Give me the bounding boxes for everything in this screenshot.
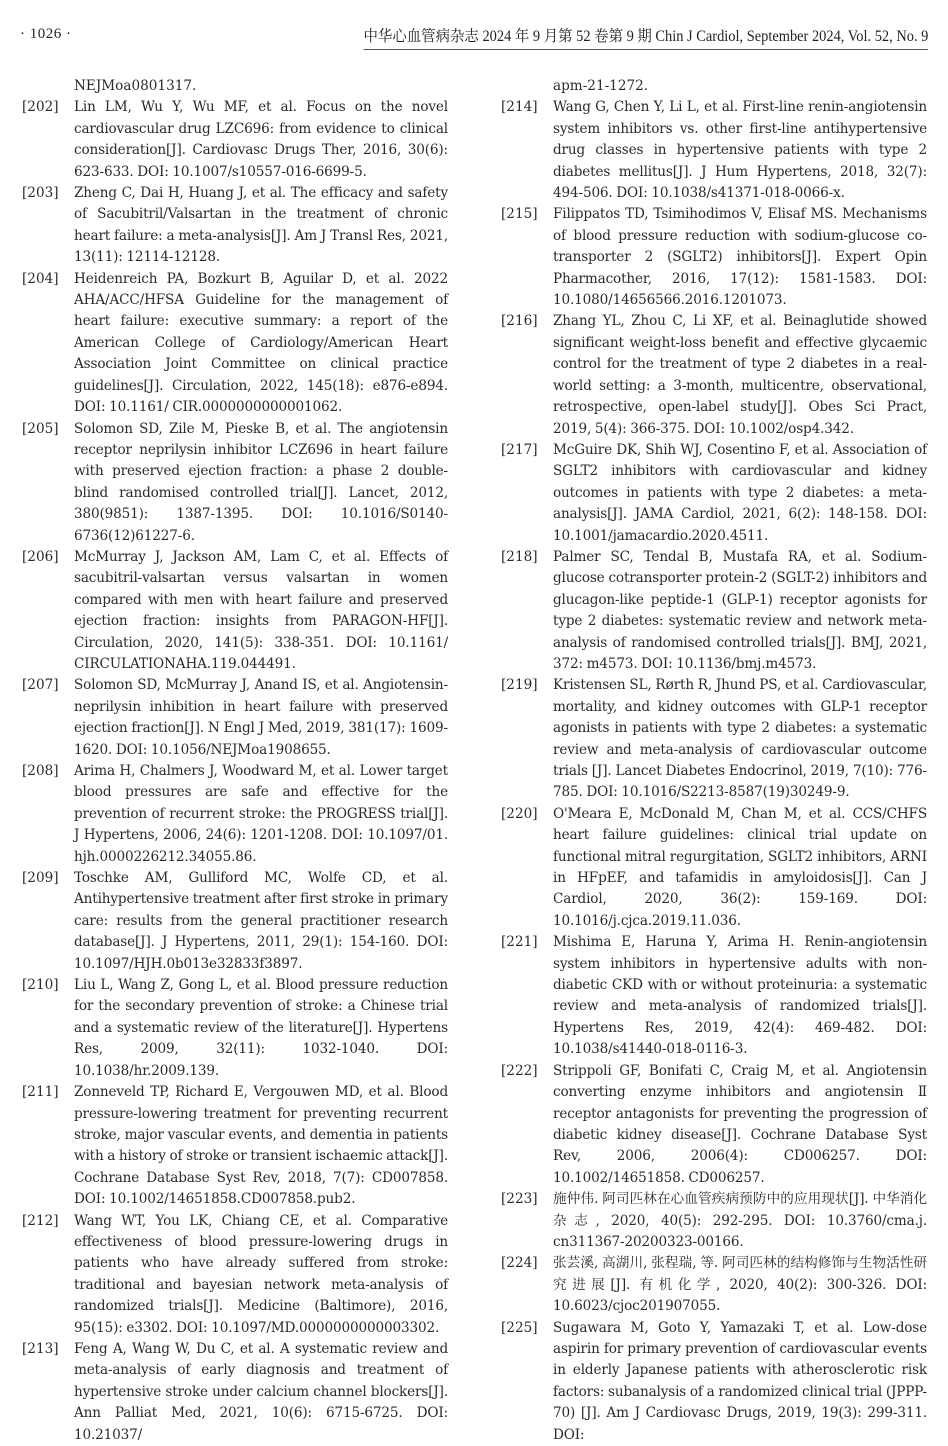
reference-text: Zonneveld TP, Richard E, Vergouwen MD, et al. Blood pressure-lowering treatment for preventing recurrent stroke, major vascular events, and dementia in patients with a history of stroke or transient ischaemic attack[J]. Cochrane Database Syst Rev, 2018, 7(7): CD007858. DOI: 10.1002/14651858.CD007858.pub2. [74, 1084, 448, 1208]
reference-text: Palmer SC, Tendal B, Mustafa RA, et al. Sodium-glucose cotransporter protein-2 (SGLT-2) inhibitors and glucagon-like peptide-1 (GLP-1) receptor agonists for type 2 diabetes: systematic review and network meta-analysis of randomised controlled trials[J]. BMJ, 2021, 372: m4573. DOI: 10.1136/bmj.m4573. [553, 548, 927, 672]
reference-number: [220] [501, 805, 538, 822]
reference-item [501, 311, 927, 439]
reference-number: [212] [22, 1212, 59, 1229]
reference-number: [204] [22, 270, 59, 287]
reference-text: Solomon SD, Zile M, Pieske B, et al. The angiotensin receptor neprilysin inhibitor LCZ696 in heart failure with preserved ejection fraction: a phase 2 double-blind randomised controlled trial[J]. Lancet, 2012, 380(9851): 1387-1395. DOI: 10.1016/S0140-6736(12)61227-6. [74, 420, 448, 544]
reference-text: 施仲伟. 阿司匹林在心血管疾病预防中的应用现状[J]. 中华消化杂志, 2020, 40(5): 292-295. DOI: 10.3760/cma.j. cn311367-20200323-00166. [553, 1191, 927, 1250]
reference-item [501, 932, 927, 1060]
reference-number: [211] [22, 1084, 59, 1101]
reference-number: [223] [501, 1191, 538, 1208]
reference-number: [216] [501, 313, 538, 330]
reference-number: [203] [22, 185, 59, 202]
reference-number: [224] [501, 1255, 538, 1272]
reference-list [22, 97, 448, 1446]
reference-text: Toschke AM, Gulliford MC, Wolfe CD, et al. Antihypertensive treatment after first stroke in primary care: results from the general practitioner research database[J]. J Hypertens, 2011, 29(1): 154-160. DOI: 10.1097/HJH.0b013e32833f3897. [74, 870, 448, 972]
reference-text: 张芸溪, 高湖川, 张程瑞, 等. 阿司匹林的结构修饰与生物活性研究进展[J]. 有机化学, 2020, 40(2): 300-326. DOI: 10.6023/cjoc201907055. [553, 1255, 927, 1315]
reference-number: [209] [22, 870, 59, 887]
reference-number: [210] [22, 977, 59, 994]
reference-item [22, 675, 448, 761]
reference-item [501, 97, 927, 204]
reference-number: [202] [22, 99, 59, 116]
reference-item [22, 1082, 448, 1210]
reference-text: Sugawara M, Goto Y, Yamazaki T, et al. Low-dose aspirin for primary prevention of cardiovascular events in elderly Japanese patients with atherosclerotic risk factors: subanalysis of a randomized clinical trial (JPPP-70) [J]. Am J Cardiovasc Drugs, 2019, 19(3): 299-311. DOI: [553, 1319, 927, 1443]
right-column-references [501, 76, 927, 1446]
reference-text: Liu L, Wang Z, Gong L, et al. Blood pressure reduction for the secondary prevention of stroke: a Chinese trial and a systematic review of the literature[J]. Hypertens Res, 2009, 32(11): 1032-1040. DOI: 10.1038/hr.2009.139. [74, 977, 448, 1079]
reference-item [22, 1211, 448, 1339]
reference-number: [225] [501, 1319, 538, 1336]
reference-list [501, 97, 927, 1446]
reference-item [501, 440, 927, 547]
reference-item [22, 97, 448, 183]
reference-text: McGuire DK, Shih WJ, Cosentino F, et al. Association of SGLT2 inhibitors with cardiovascular and kidney outcomes in patients with type 2 diabetes: a meta-analysis[J]. JAMA Cardiol, 2021, 6(2): 148-158. DOI: 10.1001/jamacardio.2020.4511. [553, 441, 927, 544]
reference-text: Kristensen SL, Rørth R, Jhund PS, et al. Cardiovascular, mortality, and kidney outcomes with GLP-1 receptor agonists in patients with type 2 diabetes: a systematic review and meta-analysis of cardiovascular outcome trials [J]. Lancet Diabetes Endocrinol, 2019, 7(10): 776-785. DOI: 10.1016/S2213-8587(19)30249-9. [553, 677, 927, 801]
reference-item [22, 975, 448, 1082]
journal-running-title: 中华心血管病杂志 2024 年 9 月第 52 卷第 9 期 Chin J Cardiol, September 2024, Vol. 52, No. 9 [363, 24, 928, 50]
reference-text: Zhang YL, Zhou C, Li XF, et al. Beinaglutide showed significant weight-loss benefit and effective glycaemic control for the treatment of type 2 diabetes in a real-world setting: a 3-month, multicentre, observational, retrospective, open-label study[J]. Obes Sci Pract, 2019, 5(4): 366-375. DOI: 10.1002/osp4.342. [553, 313, 927, 437]
reference-number: [206] [22, 548, 59, 565]
reference-number: [205] [22, 420, 59, 437]
reference-item [22, 868, 448, 975]
reference-number: [207] [22, 677, 59, 694]
reference-number: [218] [501, 548, 538, 565]
reference-number: [217] [501, 441, 538, 458]
page-number: · 1026 · [20, 26, 72, 42]
reference-text: Heidenreich PA, Bozkurt B, Aguilar D, et al. 2022 AHA/ACC/HFSA Guideline for the management of heart failure: executive summary: a report of the American College of Cardiology/American Heart Association Joint Committee on clinical practice guidelines[J]. Circulation, 2022, 145(18): e876-e894. DOI: 10.1161/ CIR.0000000000001062. [74, 270, 448, 416]
reference-item [501, 204, 927, 311]
reference-item [501, 1253, 927, 1317]
reference-continuation: NEJMoa0801317. [74, 78, 197, 94]
reference-item [22, 1339, 448, 1446]
reference-number: [221] [501, 934, 538, 951]
reference-text: McMurray J, Jackson AM, Lam C, et al. Effects of sacubitril-valsartan versus valsartan in women compared with men with heart failure and preserved ejection fraction: insights from PARAGON-HF[J]. Circulation, 2020, 141(5): 338-351. DOI: 10.1161/ CIRCULATIONAHA.119.044491. [74, 548, 448, 672]
reference-number: [222] [501, 1062, 538, 1079]
reference-text: Mishima E, Haruna Y, Arima H. Renin-angiotensin system inhibitors in hypertensive adults with non-diabetic CKD with or without proteinuria: a systematic review and meta-analysis of randomized trials[J]. Hypertens Res, 2019, 42(4): 469-482. DOI: 10.1038/s41440-018-0116-3. [553, 934, 927, 1058]
reference-continuation: apm-21-1272. [553, 78, 649, 94]
reference-item [501, 1189, 927, 1253]
reference-number: [215] [501, 206, 538, 223]
reference-item [22, 547, 448, 675]
reference-text: Solomon SD, McMurray J, Anand IS, et al. Angiotensin-neprilysin inhibition in heart failure with preserved ejection fraction[J]. N Engl J Med, 2019, 381(17): 1609-1620. DOI: 10.1056/NEJMoa1908655. [74, 677, 448, 758]
reference-item [22, 419, 448, 547]
reference-text: Lin LM, Wu Y, Wu MF, et al. Focus on the novel cardiovascular drug LZC696: from evidence to clinical consideration[J]. Cardiovasc Drugs Ther, 2016, 30(6): 623-633. DOI: 10.1007/s10557-016-6699-5. [74, 99, 448, 180]
reference-item [22, 183, 448, 269]
reference-number: [208] [22, 763, 59, 779]
reference-item [22, 761, 448, 868]
reference-item [501, 547, 927, 675]
left-column-references [22, 76, 448, 1446]
reference-item [501, 1318, 927, 1446]
reference-number: [214] [501, 99, 538, 116]
reference-text: O'Meara E, McDonald M, Chan M, et al. CCS/CHFS heart failure guidelines: clinical trial update on functional mitral regurgitation, SGLT2 inhibitors, ARNI in HFpEF, and tafamidis in amyloidosis[J]. Can J Cardiol, 2020, 36(2): 159-169. DOI: 10.1016/j.cjca.2019.11.036. [553, 805, 927, 929]
reference-text: Wang G, Chen Y, Li L, et al. First-line renin-angiotensin system inhibitors vs. other first-line antihypertensive drug classes in hypertensive patients with type 2 diabetes mellitus[J]. J Hum Hypertens, 2018, 32(7): 494-506. DOI: 10.1038/s41371-018-0066-x. [553, 99, 927, 202]
reference-item [501, 675, 927, 803]
page-header [0, 22, 948, 52]
reference-number: [219] [501, 677, 538, 694]
reference-item [22, 269, 448, 419]
reference-item [501, 1061, 927, 1189]
reference-text: Arima H, Chalmers J, Woodward M, et al. Lower target blood pressures are safe and effective for the prevention of recurrent stroke: the PROGRESS trial[J]. J Hypertens, 2006, 24(6): 1201-1208. DOI: 10.1097/01. hjh.0000226212.34055.86. [74, 763, 448, 865]
reference-text: Strippoli GF, Bonifati C, Craig M, et al. Angiotensin converting enzyme inhibitors and angiotensin Ⅱ receptor antagonists for preventing the progression of diabetic kidney disease[J]. Cochrane Database Syst Rev, 2006, 2006(4): CD006257. DOI: 10.1002/14651858. CD006257. [553, 1062, 927, 1186]
reference-item [501, 804, 927, 932]
reference-number: [213] [22, 1340, 59, 1357]
reference-text: Feng A, Wang W, Du C, et al. A systematic review and meta-analysis of early diagnosis and treatment of hypertensive stroke under calcium channel blockers[J]. Ann Palliat Med, 2021, 10(6): 6715-6725. DOI: 10.21037/ [74, 1340, 448, 1443]
reference-text: Filippatos TD, Tsimihodimos V, Elisaf MS. Mechanisms of blood pressure reduction with sodium-glucose co-transporter 2 (SGLT2) inhibitors[J]. Expert Opin Pharmacother, 2016, 17(12): 1581-1583. DOI: 10.1080/14656566.2016.1201073. [553, 206, 927, 309]
reference-text: Wang WT, You LK, Chiang CE, et al. Comparative effectiveness of blood pressure-lowering drugs in patients who have already suffered from stroke: traditional and bayesian network meta-analysis of randomized trials[J]. Medicine (Baltimore), 2016, 95(15): e3302. DOI: 10.1097/MD.0000000000003302. [74, 1212, 448, 1336]
reference-text: Zheng C, Dai H, Huang J, et al. The efficacy and safety of Sacubitril/Valsartan in the treatment of chronic heart failure: a meta-analysis[J]. Am J Transl Res, 2021, 13(11): 12114-12128. [74, 185, 448, 266]
